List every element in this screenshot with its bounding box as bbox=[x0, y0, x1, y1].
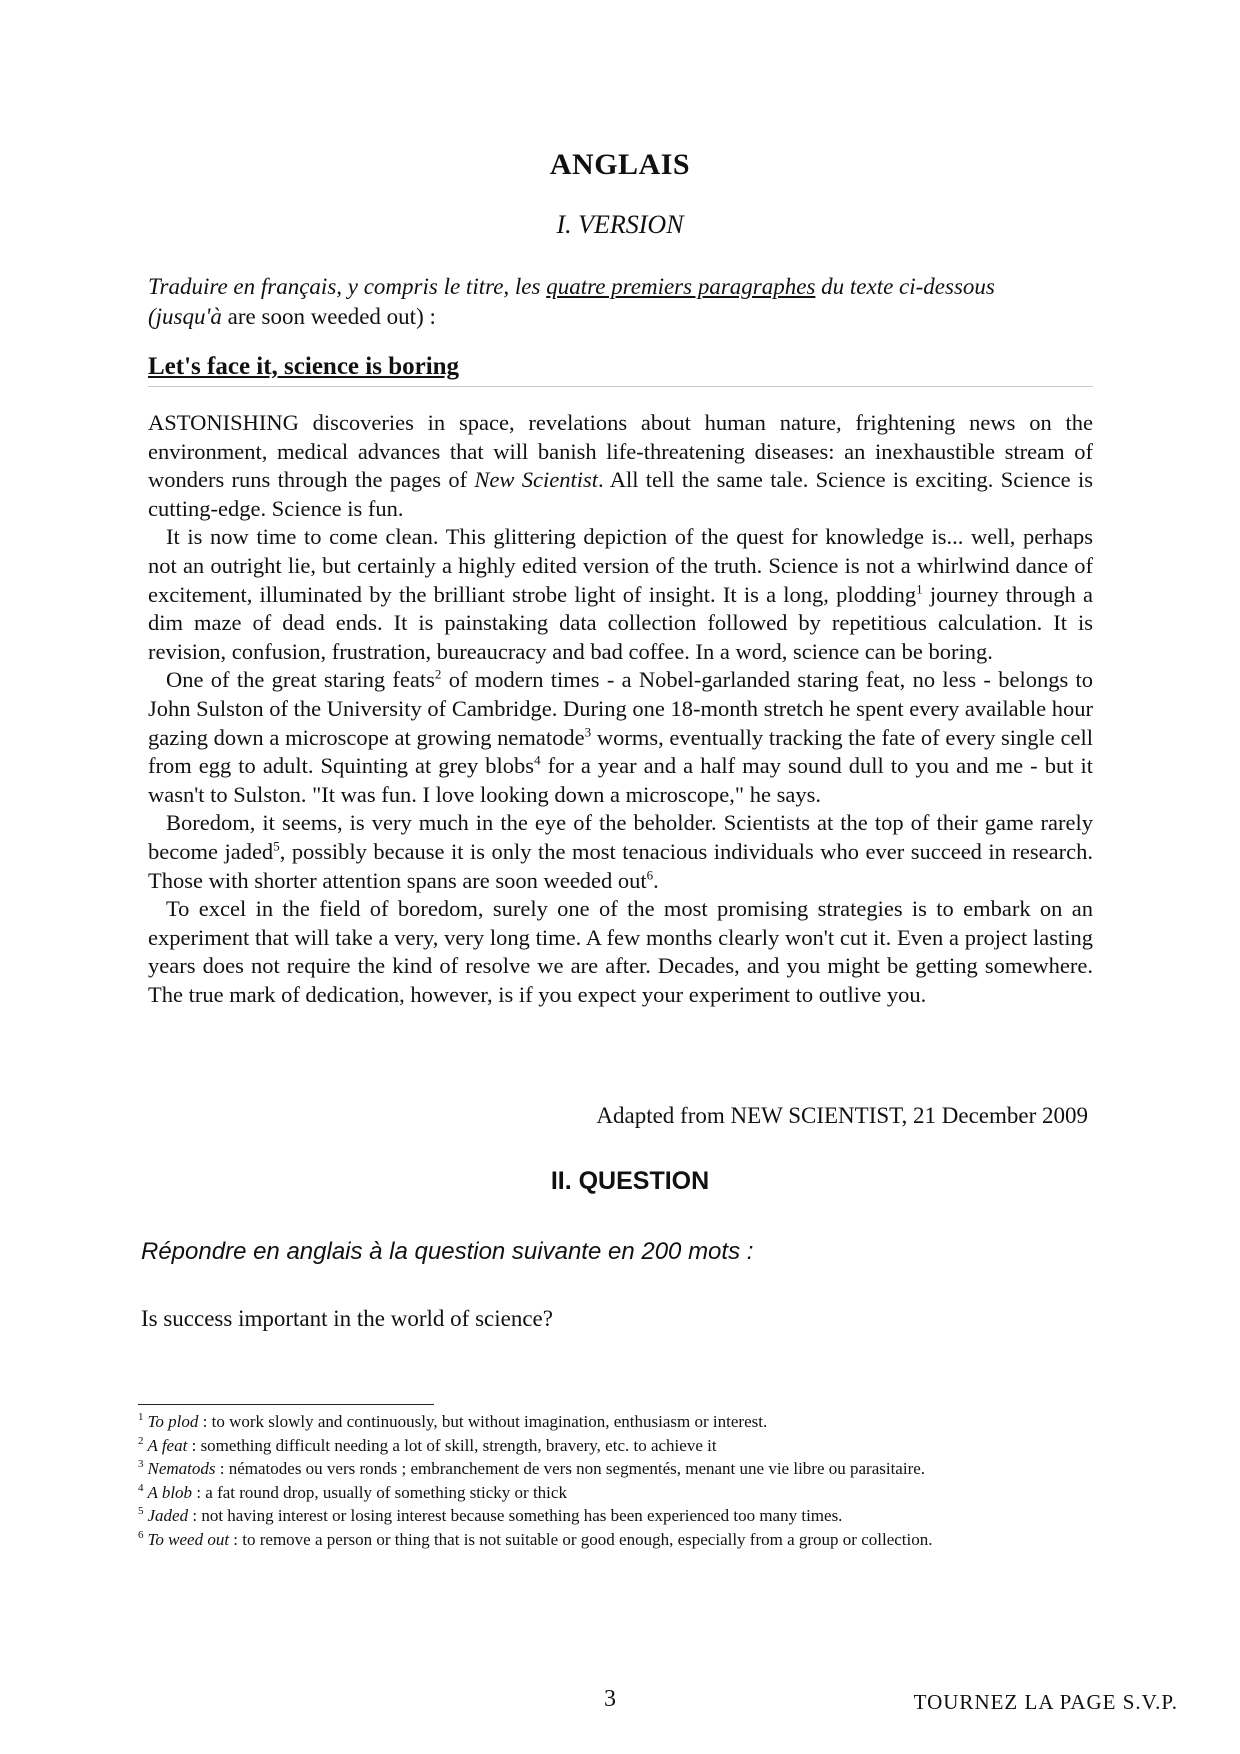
footnote-term: Jaded bbox=[147, 1506, 189, 1525]
footnote bbox=[138, 1481, 1083, 1505]
footnote-term: To plod bbox=[147, 1412, 199, 1431]
question-instruction: Répondre en anglais à la question suivante en 200 mots : bbox=[141, 1238, 754, 1265]
footnote-separator: : bbox=[215, 1459, 229, 1478]
instruction-underlined: quatre premiers paragraphes bbox=[546, 274, 816, 299]
p3-text-d: for a year and a half may sound dull to you and me - but it wasn't to Sulston. "It was fun. I love looking down a microscope," he says. bbox=[148, 753, 1093, 807]
instruction-part-2: du texte ci-dessous bbox=[815, 274, 995, 299]
footnote-ref-5: 5 bbox=[273, 838, 280, 854]
page-number: 3 bbox=[604, 1686, 616, 1712]
footnote-definition: a fat round drop, usually of something sticky or thick bbox=[205, 1482, 567, 1502]
footnote-ref-3: 3 bbox=[584, 724, 592, 740]
footnote-term: To weed out bbox=[147, 1529, 230, 1549]
paragraph-5: To excel in the field of boredom, surely one of the most promising strategies is to embark on an experiment that will take a very, very long time. A few months clearly won't cut it. Even a project lasting years does not require the kind of resolve we are after. Decades, and you might be getting somewhere. The true mark of dedication, however, is if you expect your experiment to outlive you. bbox=[148, 896, 1093, 1007]
footnote bbox=[138, 1410, 1083, 1434]
footnote bbox=[138, 1528, 1083, 1552]
paragraph-3 bbox=[148, 666, 1093, 809]
article-source: Adapted from NEW SCIENTIST, 21 December 2009 bbox=[596, 1103, 1088, 1128]
footnote-number: 4 bbox=[138, 1481, 144, 1494]
footnotes bbox=[138, 1410, 1083, 1551]
footnote-definition: something difficult needing a lot of skill, strength, bravery, etc. to achieve it bbox=[200, 1435, 717, 1455]
footnote bbox=[138, 1457, 1083, 1481]
p2-text-a: It is now time to come clean. This glittering depiction of the quest for knowledge is... well, perhaps not an outright lie, but certainly a highly edited version of the truth. Science is not a whirlwind dance of excitement, illuminated by the brilliant strobe light of insight. It is a long, plodding bbox=[148, 524, 1093, 607]
translation-instruction bbox=[148, 272, 1083, 332]
p1-magazine-name: New Scientist bbox=[474, 467, 598, 493]
footnote-number: 3 bbox=[138, 1458, 144, 1471]
footnote-separator: : bbox=[188, 1506, 202, 1525]
article-body bbox=[148, 409, 1093, 1009]
article-title-row bbox=[148, 353, 1093, 381]
footnote-separator: : bbox=[198, 1412, 212, 1431]
footnote-term: A blob bbox=[147, 1482, 193, 1502]
footnote-definition: not having interest or losing interest because something has been experienced too many times. bbox=[201, 1506, 843, 1525]
footnote-ref-6: 6 bbox=[646, 867, 654, 882]
instruction-part-1: Traduire en français, y compris le titre, les bbox=[148, 274, 547, 299]
footnote-ref-4: 4 bbox=[534, 752, 541, 768]
p3-text-c: worms, eventually tracking the fate of every single cell from egg to adult. Squinting at grey blobs bbox=[148, 724, 1093, 779]
footnote-separator: : bbox=[187, 1435, 201, 1455]
footnote-definition: to remove a person or thing that is not suitable or good enough, especially from a group or collection. bbox=[242, 1529, 933, 1549]
title-divider bbox=[148, 386, 1093, 387]
footnote-separator: : bbox=[229, 1529, 243, 1549]
footnote-number: 2 bbox=[138, 1434, 144, 1447]
p4-text-b: , possibly because it is only the most tenacious individuals who ever succeed in research. Those with shorter attention spans are soon weeded out bbox=[148, 838, 1093, 893]
question-text: Is success important in the world of science? bbox=[141, 1306, 553, 1331]
footnote bbox=[138, 1434, 1083, 1458]
paragraph-1 bbox=[148, 409, 1093, 523]
instruction-part-3: (jusqu'à bbox=[148, 304, 222, 329]
instruction-part-4: are soon weeded out) : bbox=[221, 304, 436, 329]
p2-text-b: journey through a dim maze of dead ends. It is painstaking data collection followed by repetitious calculation. It is revision, confusion, frustration, bureaucracy and bad coffee. In a word, science can be boring. bbox=[148, 581, 1093, 664]
footnote-definition: to work slowly and continuously, but without imagination, enthusiasm or interest. bbox=[211, 1412, 768, 1431]
footnote bbox=[138, 1504, 1083, 1528]
p3-text-a: One of the great staring feats bbox=[166, 667, 435, 693]
footnote-divider bbox=[138, 1404, 434, 1405]
footnote-ref-1: 1 bbox=[916, 581, 923, 597]
article-title: Let's face it, science is boring bbox=[148, 353, 460, 380]
p3-text-b: of modern times - a Nobel-garlanded staring feat, no less - belongs to John Sulston of the University of Cambridge. During one 18-month stretch he spent every available hour gazing down a microscope at growing nematode bbox=[148, 667, 1093, 750]
footnote-number: 6 bbox=[138, 1528, 144, 1541]
paragraph-4 bbox=[148, 809, 1093, 895]
footnote-term: A feat bbox=[147, 1435, 188, 1455]
version-heading: I. VERSION bbox=[556, 210, 684, 239]
footnote-definition: nématodes ou vers ronds ; embranchement de vers non segmentés, menant une vie libre ou parasitaire. bbox=[228, 1459, 926, 1478]
footnote-number: 1 bbox=[138, 1411, 144, 1424]
p4-text-c: . bbox=[653, 867, 659, 893]
turn-page-note: TOURNEZ LA PAGE S.V.P. bbox=[913, 1690, 1178, 1714]
footnote-term: Nematods bbox=[147, 1459, 216, 1478]
p4-text-a: Boredom, it seems, is very much in the eye of the beholder. Scientists at the top of their game rarely become jaded bbox=[148, 810, 1093, 864]
footnote-ref-2: 2 bbox=[434, 666, 442, 682]
subject-heading: ANGLAIS bbox=[549, 148, 691, 181]
footnote-number: 5 bbox=[138, 1505, 144, 1518]
p1-text-b: . All tell the same tale. Science is exciting. Science is cutting-edge. Science is fun. bbox=[148, 467, 1093, 521]
paragraph-2 bbox=[148, 523, 1093, 666]
footnote-separator: : bbox=[192, 1482, 206, 1502]
question-heading: II. QUESTION bbox=[550, 1167, 710, 1195]
p1-text-a: ASTONISHING discoveries in space, revelations about human nature, frightening news on the environment, medical advances that will banish life-threatening diseases: an inexhaustible stream of wonders runs through the pages of bbox=[148, 410, 1093, 493]
